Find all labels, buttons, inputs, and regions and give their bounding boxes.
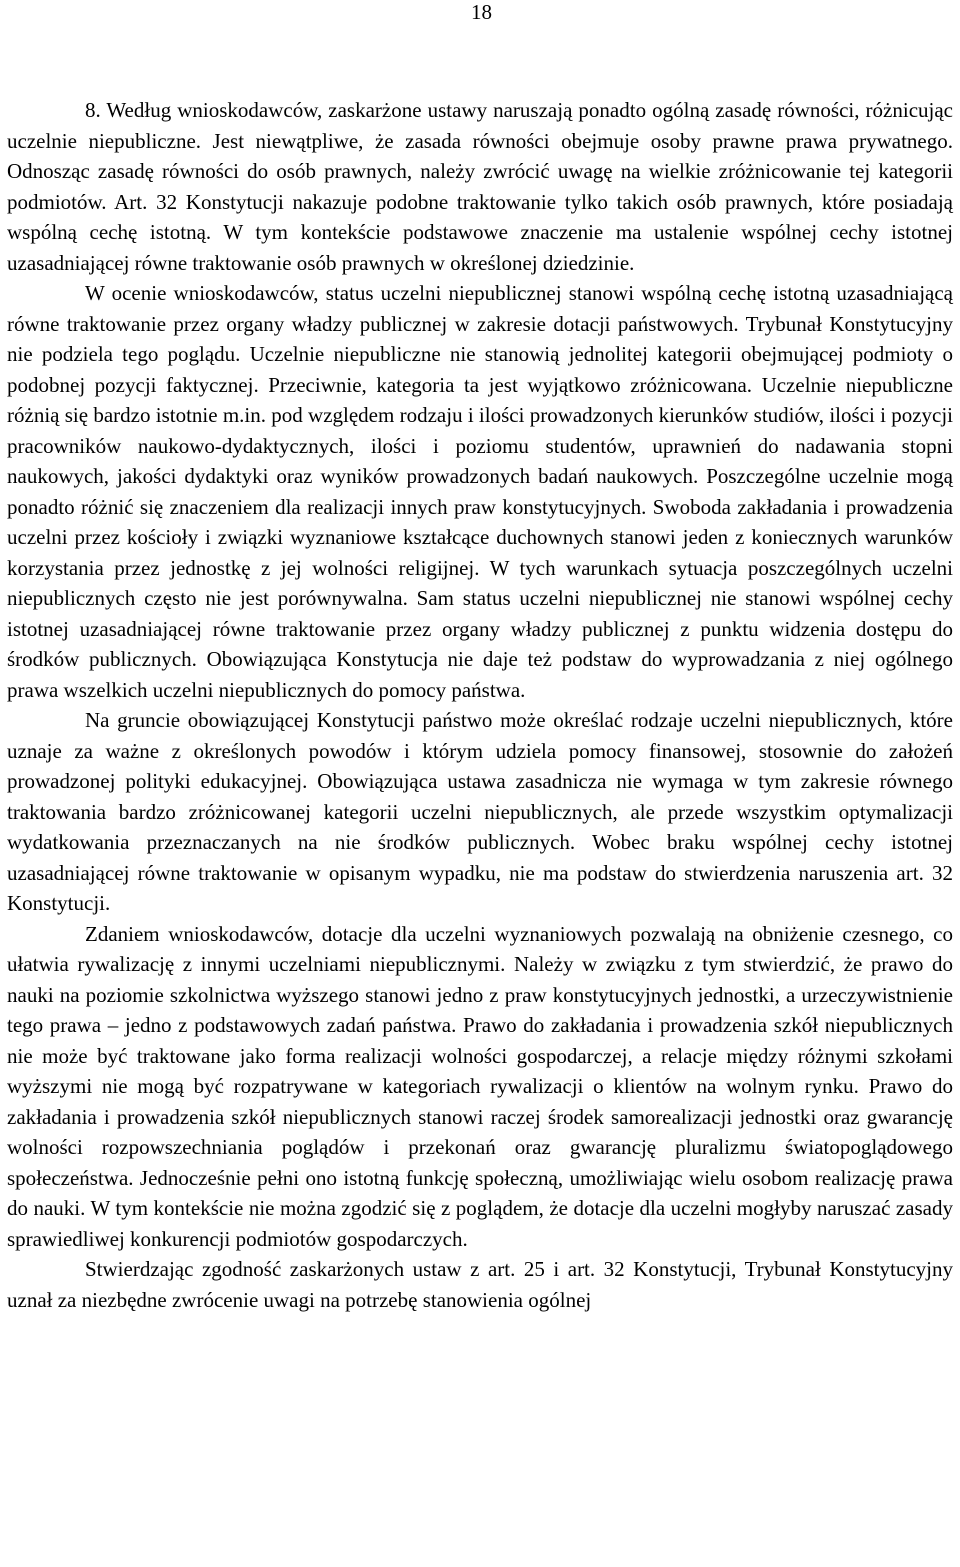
paragraph-1: 8. Według wnioskodawców, zaskarżone ustawy naruszają ponadto ogólną zasadę równości, różnicując uczelnie niepubliczne. Jest niewątpliwe, że zasada równości obejmuje osoby prawne prawa prywatnego. Odnosząc zasadę równości do osób prawnych, należy zwrócić uwagę na wielkie zróżnicowanie tej kategorii podmiotów. Art. 32 Konstytucji nakazuje podobne traktowanie tylko takich osób prawnych, które posiadają wspólną cechę istotną. W tym kontekście podstawowe znaczenie ma ustalenie wspólnej cechy istotnej uzasadniającej równe traktowanie osób prawnych w określonej dziedzinie. <box>7 98 953 275</box>
page-number: 18 <box>471 0 492 24</box>
paragraph-5: Stwierdzając zgodność zaskarżonych ustaw z art. 25 i art. 32 Konstytucji, Trybunał Konstytucyjny uznał za niezbędne zwrócenie uwagi na potrzebę stanowienia ogólnej <box>7 1257 953 1312</box>
paragraph-4: Zdaniem wnioskodawców, dotacje dla uczelni wyznaniowych pozwalają na obniżenie czesnego, co ułatwia rywalizację z innymi uczelniami niepublicznymi. Należy w związku z tym stwierdzić, że prawo do nauki na poziomie szkolnictwa wyższego stanowi jedno z praw konstytucyjnych jednostki, a urzeczywistnienie tego prawa – jedno z podstawowych zadań państwa. Prawo do zakładania i prowadzenia szkół niepublicznych nie może być traktowane jako forma realizacji wolności gospodarczej, a relacje między różnymi szkołami wyższymi nie mogą być rozpatrywane w kategoriach rywalizacji o klientów na wolnym rynku. Prawo do zakładania i prowadzenia szkół niepublicznych stanowi raczej środek samorealizacji jednostki oraz gwarancję wolności rozpowszechniania poglądów i przekonań oraz gwarancję pluralizmu światopoglądowego społeczeństwa. Jednocześnie pełni ono istotną funkcję społeczną, umożliwiając wielu osobom realizację prawa do nauki. W tym kontekście nie można zgodzić się z poglądem, że dotacje dla uczelni mogłyby naruszać zasady sprawiedliwej konkurencji podmiotów gospodarczych. <box>7 921 953 1251</box>
paragraph-2: W ocenie wnioskodawców, status uczelni niepublicznej stanowi wspólną cechę istotną uzasadniającą równe traktowanie przez organy władzy publicznej w zakresie dotacji państwowych. Trybunał Konstytucyjny nie podziela tego poglądu. Uczelnie niepubliczne nie stanowią jednolitej kategorii obejmującej podmioty o podobnej pozycji faktycznej. Przeciwnie, kategoria ta jest wyjątkowo zróżnicowana. Uczelnie niepubliczne różnią się bardzo istotnie m.in. pod względem rodzaju i ilości prowadzonych kierunków studiów, ilości i pozycji pracowników naukowo-dydaktycznych, ilości i poziomu studentów, uprawnień do nadawania stopni naukowych, jakości dydaktyki oraz wyników prowadzonych badań naukowych. Poszczególne uczelnie mogą ponadto różnić się znaczeniem dla realizacji innych praw konstytucyjnych. Swoboda zakładania i prowadzenia uczelni przez kościoły i związki wyznaniowe kształcące duchownych stanowi jeden z koniecznych warunków korzystania przez jednostkę z jej wolności religijnej. W tych warunkach sytuacja poszczególnych uczelni niepublicznych często nie jest porównywalna. Sam status uczelni niepublicznej nie stanowi wspólnej cechy istotnej uzasadniającej równe traktowanie przez organy władzy publicznej z punktu widzenia dostępu do środków publicznych. Obowiązująca Konstytucja nie daje też podstaw do wyprowadzania z niej ogólnego prawa wszelkich uczelni niepublicznych do pomocy państwa. <box>7 281 953 702</box>
document-body <box>7 95 953 1315</box>
paragraph-3: Na gruncie obowiązującej Konstytucji państwo może określać rodzaje uczelni niepublicznych, które uznaje za ważne z określonych powodów i którym udziela pomocy finansowej, stosownie do założeń prowadzonej polityki edukacyjnej. Obowiązująca ustawa zasadnicza nie wymaga w tym zakresie równego traktowania bardzo zróżnicowanej kategorii uczelni niepublicznych, ale przede wszystkim optymalizacji wydatkowania przeznaczanych na nie środków publicznych. Wobec braku wspólnej cechy istotnej uzasadniającej równe traktowanie w opisanym wypadku, nie ma podstaw do stwierdzenia naruszenia art. 32 Konstytucji. <box>7 708 953 915</box>
